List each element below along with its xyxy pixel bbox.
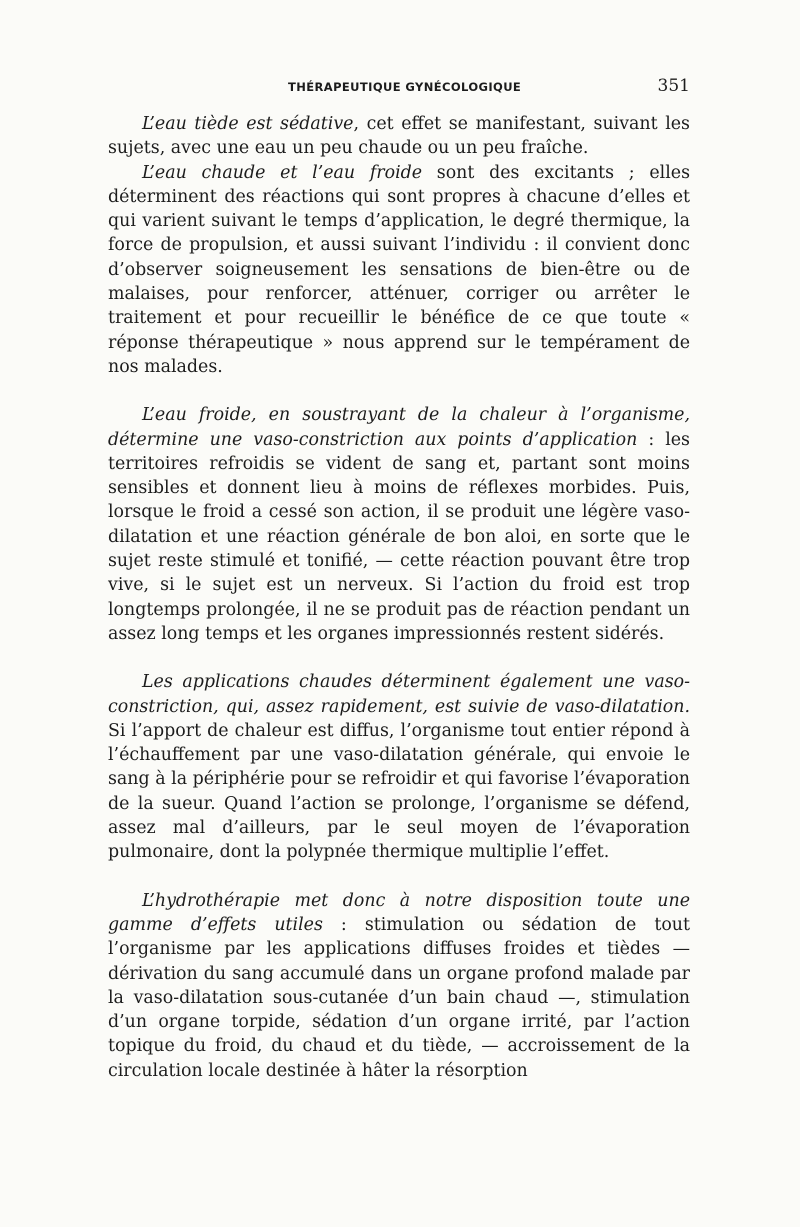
paragraph-hydrotherapie bbox=[108, 889, 690, 1083]
running-header bbox=[106, 76, 698, 98]
paragraph-text: , cet effet se manifestant, suivant les sujets, avec une eau un peu chaude ou un peu fraîche. bbox=[108, 114, 690, 159]
page-number: 351 bbox=[657, 76, 690, 96]
paragraph-lead-italic: L’eau froide, en soustrayant de la chaleur à l’organisme, détermine une vaso-constriction aux points d’application bbox=[108, 405, 690, 450]
paragraph-eau-froide bbox=[108, 403, 690, 646]
paragraph-text: : stimulation ou sédation de tout l’organisme par les applications diffuses froides et tièdes — dérivation du sang accumulé dans un organe profond malade par la vaso-dilatation sous-cutanée d’un bain chaud —, stimulation d’un organe torpide, sédation d’un organe irrité, par l’action topique du froid, du chaud et du tiède, — accroissement de la circulation locale destinée à hâter la résorption bbox=[108, 914, 690, 1081]
paragraph-eau-tiede bbox=[108, 112, 690, 161]
running-header-title: THÉRAPEUTIQUE GYNÉCOLOGIQUE bbox=[288, 80, 522, 94]
paragraph-text: : les territoires refroidis se vident de sang et, partant sont moins sensibles et donnent lieu à moins de réflexes morbides. Puis, lorsque le froid a cessé son action, il se produit une légère vaso-dilatation et une réaction générale de bon aloi, en sorte que le sujet reste stimulé et tonifié, — cette réaction pouvant être trop vive, si le sujet est un nerveux. Si l’action du froid est trop longtemps prolongée, il ne se produit pas de réaction pendant un assez long temps et les organes impressionnés restent sidérés. bbox=[108, 429, 690, 644]
paragraph-lead-italic: L’eau chaude et l’eau froide bbox=[142, 162, 423, 183]
paragraph-lead-italic: L’hydrothérapie met donc à notre disposition toute une gamme d’effets utiles bbox=[108, 890, 690, 935]
paragraph-applications-chaudes bbox=[108, 670, 690, 864]
paragraph-eau-chaude-froide bbox=[108, 161, 690, 380]
paragraph-lead-italic: L’eau tiède est sédative bbox=[142, 114, 354, 134]
paragraph-text: Si l’apport de chaleur est diffus, l’organisme tout entier répond à l’échauffement par une vaso-dilatation générale, qui envoie le sang à la périphérie pour se refroidir et qui favorise l’évaporation de la sueur. Quand l’action se prolonge, l’organisme se défend, assez mal d’ailleurs, par le seul moyen de l’évaporation pulmonaire, dont la polypnée thermique multiplie l’effet. bbox=[108, 720, 690, 863]
paragraph-text: sont des excitants ; elles déterminent des réactions qui sont propres à chacune d’elles et qui varient suivant le temps d’application, le degré thermique, la force de propulsion, et aussi suivant l’individu : il convient donc d’observer soigneusement les sensations de bien-être ou de malaises, pour renforcer, atténuer, corriger ou arrêter le traitement et pour recueillir le bénéfice de ce que toute « réponse thérapeutique » nous apprend sur le tempérament de nos malades. bbox=[108, 162, 691, 377]
paragraph-lead-italic: Les applications chaudes déterminent également une vaso-constriction, qui, assez rapidement, est suivie de vaso-dilatation. bbox=[108, 672, 690, 717]
body-text bbox=[108, 112, 690, 1083]
